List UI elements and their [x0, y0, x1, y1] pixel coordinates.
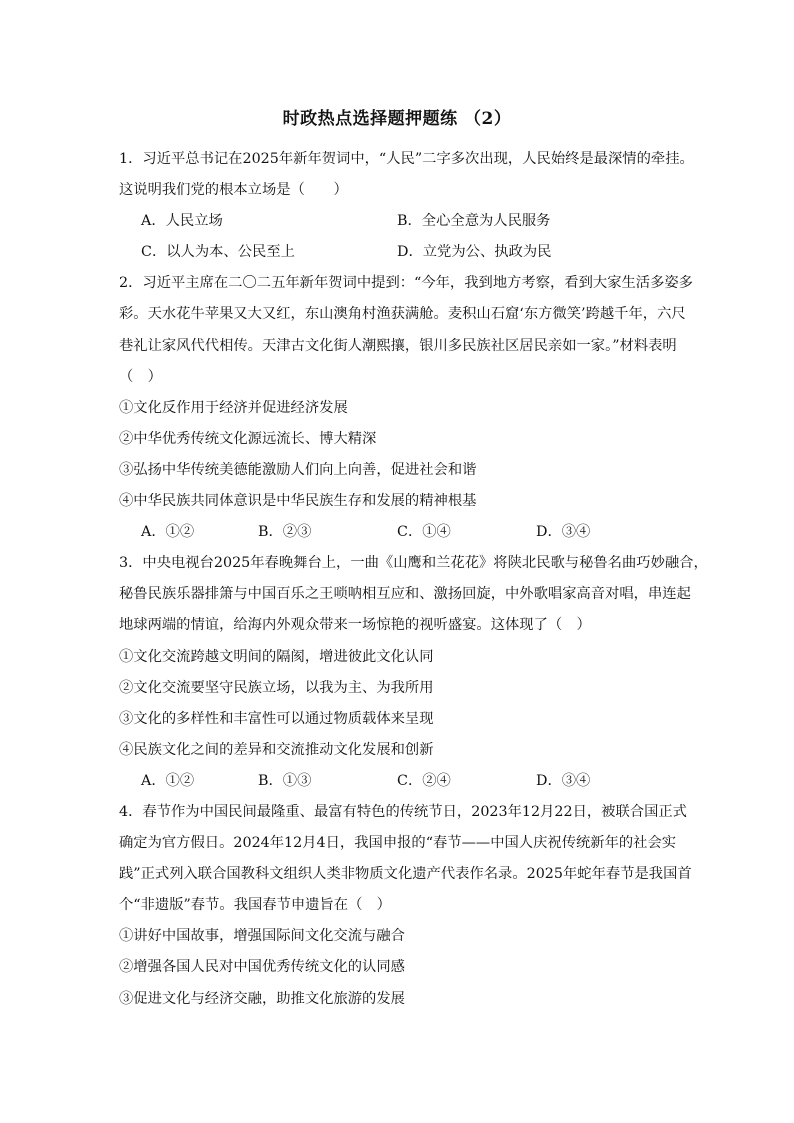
- question-3-option-a: A．①②: [141, 772, 195, 789]
- question-4-stem-line: 4．春节作为中国民间最隆重、最富有特色的传统节日，2023年12月22日，被联合国正式: [119, 803, 687, 820]
- question-3-option-d: D．③④: [536, 772, 591, 789]
- question-3-statement: ③文化的多样性和丰富性可以通过物质载体来呈现: [119, 710, 434, 727]
- question-1-options-row: [119, 206, 685, 237]
- question-1-option-b: B．全心全意为人民服务: [397, 213, 551, 230]
- question-list: [119, 144, 708, 1015]
- question-3-statement: ②文化交流要坚守民族立场，以我为主、为我所用: [119, 679, 434, 696]
- question-3: [119, 548, 708, 797]
- question-2-statement: ④中华民族共同体意识是中华民族生存和发展的精神根基: [119, 493, 477, 510]
- question-4-statement: ③促进文化与经济交融，助推文化旅游的发展: [119, 990, 405, 1007]
- question-4-stem-line: 确定为官方假日。2024年12月4日，我国申报的“春节——中国人庆祝传统新年的社会实: [119, 835, 677, 852]
- question-4-statement: ②增强各国人民对中国优秀传统文化的认同感: [119, 959, 405, 976]
- question-1-stem-line: 1．习近平总书记在2025年新年贺词中，“人民”二字多次出现，人民始终是最深情的牵挂。: [119, 151, 694, 167]
- question-3-statement: ④民族文化之间的差异和交流推动文化发展和创新: [119, 741, 434, 758]
- question-1: [119, 144, 694, 268]
- question-1-options-row: [119, 237, 685, 268]
- question-2-statement: ①文化反作用于经济并促进经济发展: [119, 399, 348, 416]
- question-2-stem-line: （ ）: [119, 368, 162, 385]
- question-4-stem-line: 践”正式列入联合国教科文组织人类非物质文化遗产代表作名录。2025年蛇年春节是我国首: [119, 866, 692, 883]
- question-3-stem-line: 秘鲁民族乐器排箫与中国百乐之王唢呐相互应和、激扬回旋，中外歌唱家高音对唱，串连起: [119, 586, 691, 603]
- question-2-stem-line: 彩。天水花牛苹果又大又红，东山澳角村渔获满舱。麦积山石窟‘东方微笑’跨越千年，六尺: [119, 306, 686, 323]
- question-2-options-row: [119, 517, 685, 548]
- question-2-stem-line: 巷礼让家风代代相传。天津古文化街人潮熙攘，银川多民族社区居民亲如一家。”材料表明: [119, 337, 677, 354]
- question-3-option-c: C．②④: [397, 772, 451, 789]
- question-2-option-b: B．②③: [258, 524, 312, 541]
- question-3-option-b: B．①③: [258, 772, 312, 789]
- question-2: [119, 268, 693, 548]
- question-2-statement: ③弘扬中华传统美德能激励人们向上向善，促进社会和谐: [119, 461, 477, 478]
- question-1-option-a: A．人民立场: [141, 213, 223, 230]
- question-2-statement: ②中华优秀传统文化源远流长、博大精深: [119, 430, 377, 447]
- question-2-option-c: C．①④: [397, 524, 451, 541]
- question-3-stem-line: 地球两端的情谊，给海内外观众带来一场惊艳的视听盛宴。这体现了（ ）: [119, 617, 591, 634]
- question-3-options-row: [119, 766, 685, 797]
- question-4-stem-line: 个“非遗版”春节。我国春节申遗旨在（ ）: [119, 897, 391, 914]
- question-3-stem-line: 3．中央电视台2025年春晚舞台上，一曲《山鹰和兰花花》将陕北民歌与秘鲁名曲巧妙融合，: [119, 555, 708, 572]
- question-3-statement: ①文化交流跨越文明间的隔阂，增进彼此文化认同: [119, 648, 434, 665]
- question-1-option-c: C．以人为本、公民至上: [141, 244, 295, 261]
- question-2-option-a: A．①②: [141, 524, 195, 541]
- question-4: [119, 797, 692, 1015]
- question-2-stem-line: 2．习近平主席在二〇二五年新年贺词中提到：“今年，我到地方考察，看到大家生活多姿多: [119, 275, 693, 292]
- page-title: 时政热点选择题押题练 （2）: [282, 109, 512, 129]
- question-4-statement: ①讲好中国故事，增强国际间文化交流与融合: [119, 928, 405, 945]
- question-2-option-d: D．③④: [536, 524, 591, 541]
- question-1-option-d: D．立党为公、执政为民: [397, 244, 552, 261]
- question-1-stem-line: 这说明我们党的根本立场是（ ）: [119, 182, 348, 199]
